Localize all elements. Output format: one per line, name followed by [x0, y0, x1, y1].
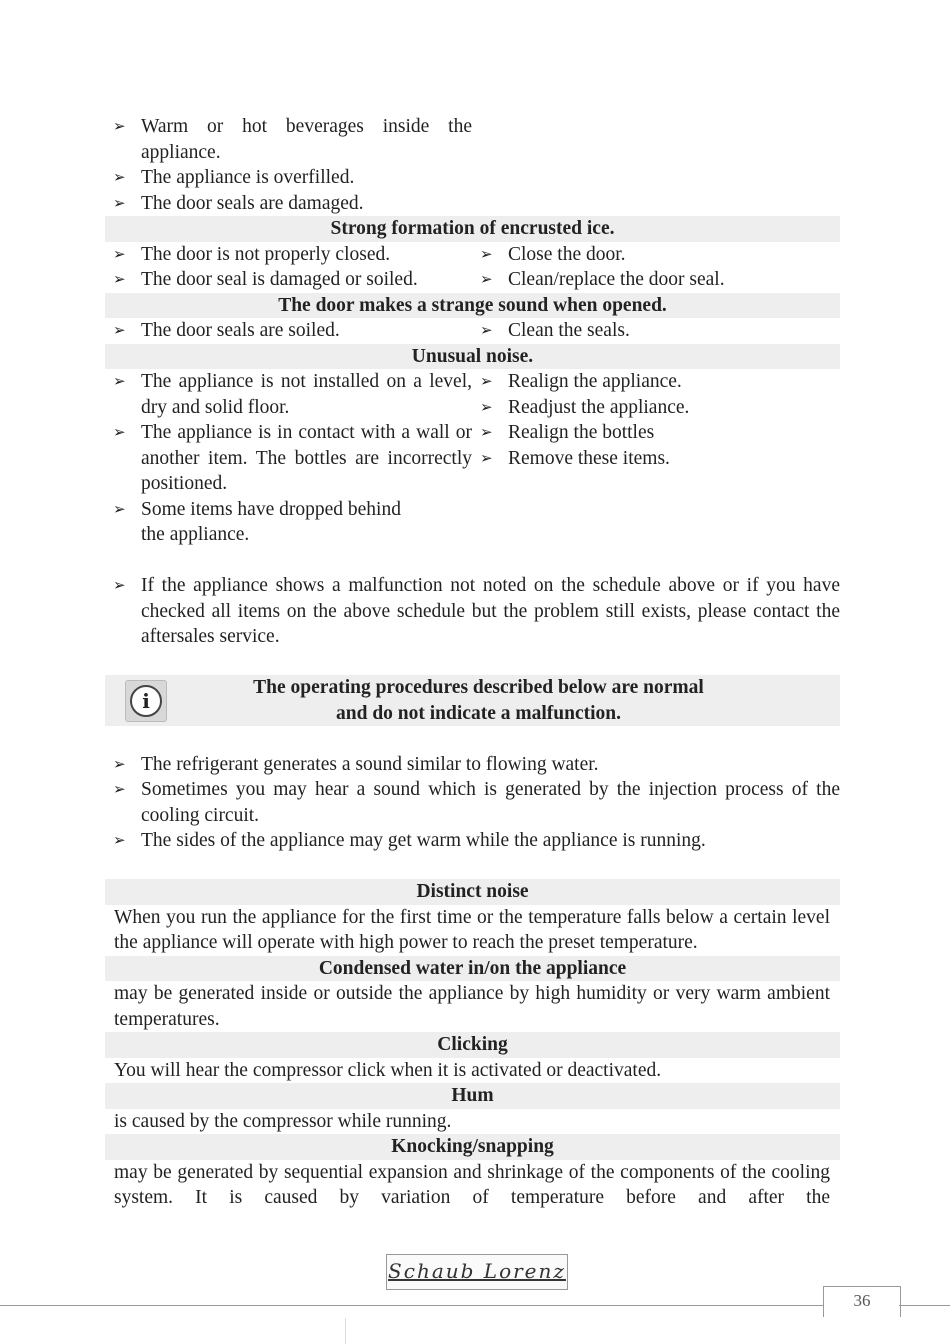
footer-rule	[0, 1305, 823, 1306]
arrow-bullet-icon: ➢	[113, 372, 126, 390]
arrow-bullet-icon: ➢	[113, 780, 126, 798]
list-item	[480, 420, 840, 446]
list-item	[105, 318, 472, 344]
noise-description: When you run the appliance for the first time or the temperature falls below a certain level the appliance will operate with high power to reach the preset temperature.	[114, 906, 830, 953]
arrow-bullet-icon: ➢	[113, 499, 126, 518]
section-header-unusual-noise: Unusual noise.	[105, 344, 840, 370]
list-item	[480, 267, 840, 293]
unusual-row	[105, 369, 840, 548]
noise-description: is caused by the compressor while running.	[114, 1110, 452, 1132]
list-item	[105, 497, 472, 548]
arrow-bullet-icon: ➢	[113, 244, 126, 263]
arrow-bullet-icon: ➢	[480, 270, 493, 288]
info-box	[105, 675, 840, 726]
arrow-bullet-icon: ➢	[480, 321, 493, 339]
noise-description: You will hear the compressor click when it is activated or deactivated.	[114, 1059, 662, 1081]
noise-title: Knocking/snapping	[105, 1134, 840, 1160]
cause-text: The appliance is overfilled.	[141, 167, 355, 188]
list-item	[105, 420, 472, 497]
arrow-bullet-icon: ➢	[113, 831, 126, 849]
noise-title: Clicking	[105, 1032, 840, 1058]
cause-text: The door is not properly closed.	[141, 243, 391, 265]
list-item	[105, 777, 840, 828]
list-item	[480, 242, 840, 268]
remedy-text: Readjust the appliance.	[508, 396, 690, 418]
unusual-remedies	[472, 369, 840, 548]
ice-row	[105, 242, 840, 293]
unusual-causes	[105, 369, 472, 548]
arrow-bullet-icon: ➢	[480, 423, 493, 441]
cause-text: The door seals are damaged.	[141, 192, 364, 214]
list-item	[480, 369, 840, 395]
divider	[345, 1318, 346, 1344]
remedy-text: Realign the appliance.	[508, 371, 682, 392]
arrow-bullet-icon: ➢	[113, 423, 126, 441]
arrow-bullet-icon: ➢	[113, 270, 126, 288]
noise-title: Condensed water in/on the appliance	[105, 956, 840, 982]
cause-text: Warm or hot beverages inside the appliance.	[141, 116, 472, 163]
noise-title: Hum	[105, 1083, 840, 1109]
arrow-bullet-icon: ➢	[113, 168, 126, 186]
cause-text: The appliance is in contact with a wall or another item. The bottles are incorrectly positioned.	[141, 422, 472, 494]
remedy-text: Realign the bottles	[508, 422, 655, 443]
arrow-bullet-icon: ➢	[480, 397, 493, 416]
noise-description: may be generated inside or outside the appliance by high humidity or very warm ambient temperatures.	[114, 983, 830, 1030]
remedy-text: Close the door.	[508, 243, 626, 265]
section-header-door-sound: The door makes a strange sound when opened.	[105, 293, 840, 319]
list-item	[480, 395, 840, 421]
normal-text: Sometimes you may hear a sound which is generated by the injection process of the cooling circuit.	[141, 779, 840, 826]
info-line-2: and do not indicate a malfunction.	[336, 702, 621, 724]
remedy-text: Remove these items.	[508, 447, 670, 469]
top-row	[105, 114, 840, 216]
page-number: 36	[823, 1286, 901, 1317]
remedy-text: Clean/replace the door seal.	[508, 269, 725, 290]
footer-rule	[899, 1305, 950, 1306]
noise-title: Distinct noise	[105, 879, 840, 905]
list-item	[105, 191, 472, 217]
arrow-bullet-icon: ➢	[113, 321, 126, 339]
normal-text: The sides of the appliance may get warm while the appliance is running.	[141, 830, 706, 851]
cause-text: The door seals are soiled.	[141, 320, 340, 341]
list-item	[105, 165, 472, 191]
door-sound-remedies	[472, 318, 840, 344]
ice-causes	[105, 242, 472, 293]
brand-logo-text: Schaub Lorenz	[388, 1259, 566, 1284]
arrow-bullet-icon: ➢	[113, 754, 126, 773]
cause-text: The appliance is not installed on a level, dry and solid floor.	[141, 371, 472, 418]
door-sound-causes	[105, 318, 472, 344]
arrow-bullet-icon: ➢	[113, 193, 126, 212]
list-item	[480, 318, 840, 344]
page-content	[105, 114, 840, 1211]
remedy-text: Clean the seals.	[508, 320, 630, 341]
list-item	[105, 242, 472, 268]
info-icon: i	[125, 680, 167, 722]
brand-logo	[386, 1254, 568, 1290]
ice-remedies	[472, 242, 840, 293]
cause-text: Some items have dropped behind the appliance.	[141, 498, 401, 545]
arrow-bullet-icon: ➢	[480, 448, 493, 467]
arrow-bullet-icon: ➢	[480, 244, 493, 263]
info-line-1: The operating procedures described below are normal	[253, 677, 704, 698]
list-item	[105, 267, 472, 293]
door-sound-row	[105, 318, 840, 344]
info-box-text	[167, 675, 840, 726]
arrow-bullet-icon: ➢	[113, 576, 126, 594]
arrow-bullet-icon: ➢	[113, 117, 126, 135]
list-item	[105, 369, 472, 420]
arrow-bullet-icon: ➢	[480, 372, 493, 390]
list-item	[105, 114, 472, 165]
noise-description: may be generated by sequential expansion and shrinkage of the components of the cooling system. It is caused by variation of temperature before and after the	[114, 1161, 830, 1208]
normal-text: The refrigerant generates a sound similar to flowing water.	[141, 753, 599, 775]
top-causes	[105, 114, 472, 216]
cause-text: The door seal is damaged or soiled.	[141, 269, 418, 290]
list-item	[105, 752, 840, 778]
list-item	[105, 828, 840, 854]
contact-note-text: If the appliance shows a malfunction not noted on the schedule above or if you have checked all items on the above schedule but the problem still exists, please contact the aftersales service.	[141, 575, 840, 647]
contact-note	[105, 573, 840, 650]
section-header-ice: Strong formation of encrusted ice.	[105, 216, 840, 242]
list-item	[480, 446, 840, 472]
